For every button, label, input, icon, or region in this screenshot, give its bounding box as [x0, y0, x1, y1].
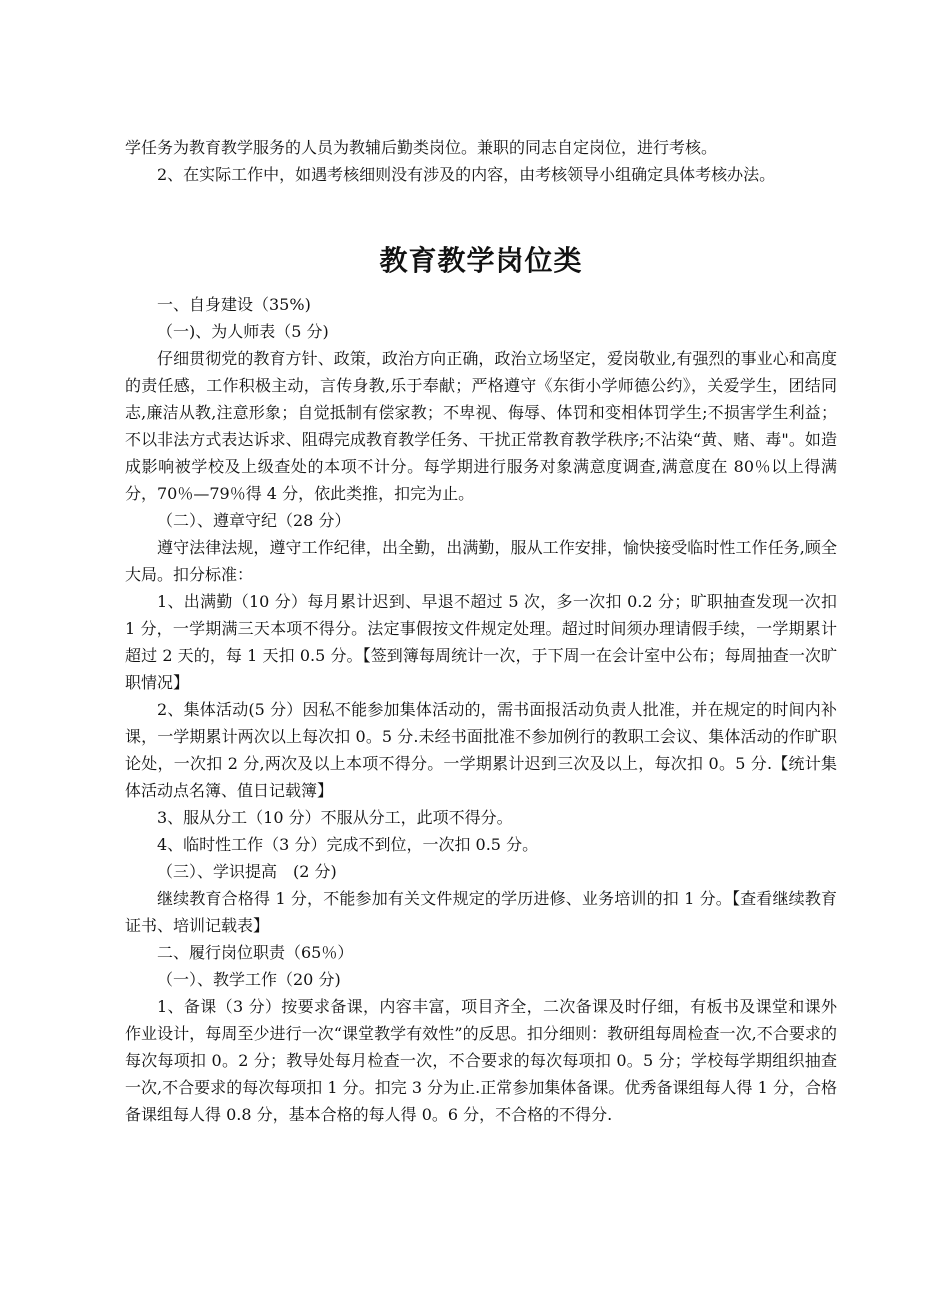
section-spacer — [125, 188, 837, 241]
intro-paragraph-1: 学任务为教育教学服务的人员为教辅后勤类岗位。兼职的同志自定岗位，进行考核。 — [125, 138, 718, 157]
section-1-2-item-3: 3、服从分工（10 分）不服从分工，此项不得分。 — [157, 808, 513, 827]
section-1-2-body: 遵守法律法规，遵守工作纪律，出全勤，出满勤，服从工作安排，愉快接受临时性工作任务,顾全大局。扣分标准： — [125, 538, 837, 584]
section-1-3-body: 继续教育合格得 1 分，不能参加有关文件规定的学历进修、业务培训的扣 1 分。【查看继续教育证书、培训记载表】 — [125, 889, 837, 935]
section-1-1-body: 仔细贯彻党的教育方针、政策，政治方向正确，政治立场坚定，爱岗敬业,有强烈的事业心和高度的责任感，工作积极主动，言传身教,乐于奉献；严格遵守《东街小学师德公约》，关爱学生，团结同志,廉洁从教,注意形象；自觉抵制有偿家教；不卑视、侮辱、体罚和变相体罚学生;不损害学生利益；不以非法方式表达诉求、阻碍完成教育教学任务、干扰正常教育教学秩序;不沾染“黄、赌、毒"。如造成影响被学校及上级查处的本项不计分。每学期进行服务对象满意度调查,满意度在 80％以上得满分，70％—79％得 4 分，依此类推，扣完为止。 — [125, 349, 837, 503]
section-1-heading: 一、自身建设（35%) — [157, 295, 311, 314]
intro-paragraph-2: 2、在实际工作中，如遇考核细则没有涉及的内容，由考核领导小组确定具体考核办法。 — [157, 165, 776, 184]
section-2-1-heading: （一）、教学工作（20 分) — [157, 970, 341, 989]
section-2-1-item-1: 1、备课（3 分）按要求备课，内容丰富，项目齐全，二次备课及时仔细，有板书及课堂和课外作业设计，每周至少进行一次“课堂教学有效性”的反思。扣分细则：教研组每周检查一次,不合要求的每次每项扣 0。2 分；教导处每月检查一次，不合要求的每次每项扣 0。5 分；学校每学期组织抽查一次,不合要求的每次每项扣 1 分。扣完 3 分为止.正常参加集体备课。优秀备课组每人得 1 分，合格备课组每人得 0.8 分，基本合格的每人得 0。6 分，不合格的不得分. — [125, 997, 837, 1124]
section-1-3-heading: （三）、学识提高 (2 分) — [157, 862, 337, 881]
page-title: 教育教学岗位类 — [379, 244, 583, 277]
document-page — [125, 134, 837, 1128]
section-1-1-heading: （一)、为人师表（5 分) — [157, 322, 329, 341]
section-1-2-item-4: 4、临时性工作（3 分）完成不到位，一次扣 0.5 分。 — [157, 835, 539, 854]
section-1-2-item-1: 1、出满勤（10 分）每月累计迟到、早退不超过 5 次，多一次扣 0.2 分；旷职抽查发现一次扣 1 分，一学期满三天本项不得分。法定事假按文件规定处理。超过时间须办理请假手续，一学期累计超过 2 天的，每 1 天扣 0.5 分。【签到簿每周统计一次，于下周一在会计室中公布；每周抽查一次旷职情况】 — [125, 592, 837, 692]
section-1-2-heading: （二）、遵章守纪（28 分） — [157, 511, 351, 530]
section-2-heading: 二、履行岗位职责（65％） — [157, 943, 354, 962]
section-1-2-item-2: 2、集体活动(5 分）因私不能参加集体活动的，需书面报活动负责人批准，并在规定的时间内补课，一学期累计两次以上每次扣 0。5 分.未经书面批准不参加例行的教职工会议、集体活动的作旷职论处，一次扣 2 分,两次及以上本项不得分。一学期累计迟到三次及以上，每次扣 0。5 分.【统计集体活动点名簿、值日记载簿】 — [125, 700, 837, 800]
